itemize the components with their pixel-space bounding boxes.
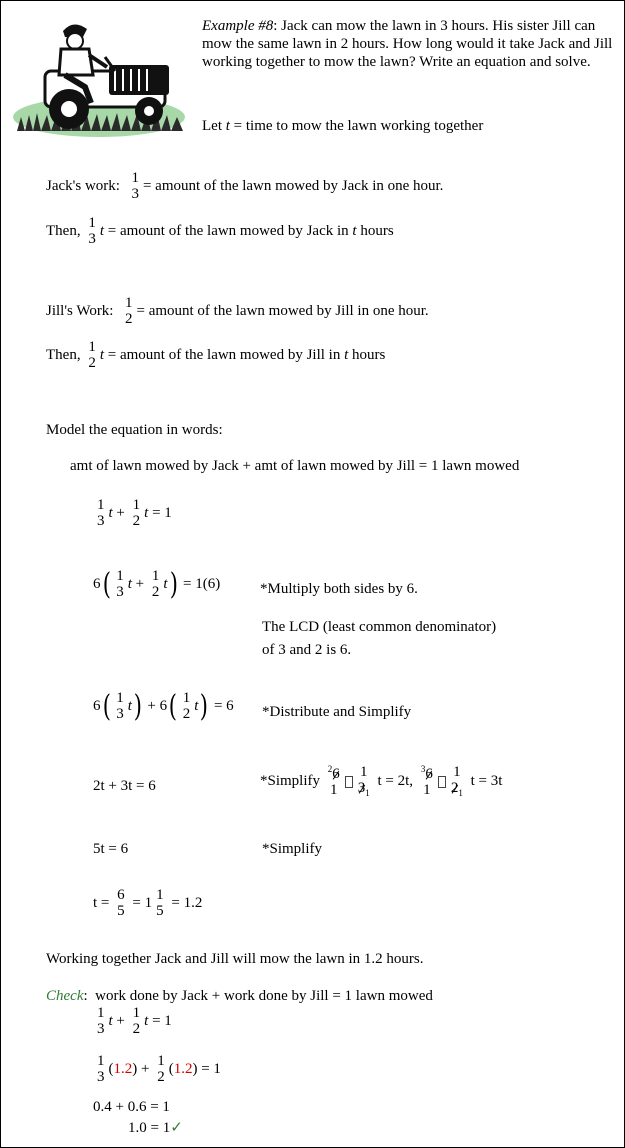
check-text: work done by Jack + work done by Jill = 1 lawn mowed — [95, 988, 433, 1004]
equation-solution: t = 6 5 = 1 1 5 = 1.2 — [93, 887, 203, 919]
model-words: amt of lawn mowed by Jack + amt of lawn mowed by Jill = 1 lawn mowed — [70, 458, 520, 474]
conclusion: Working together Jack and Jill will mow the lawn in 1.2 hours. — [46, 951, 424, 967]
simplify-note-2: *Simplify — [262, 841, 323, 857]
check-label: Check — [46, 988, 84, 1004]
checkmark-icon: ✓ — [170, 1120, 183, 1136]
jack-rate-fraction: 1 3 — [131, 170, 139, 202]
simplify-work: *Simplify $^2$6 1 1 $3_1$ t = 2t, $^3$6 1 1 $2_1$ t = 3t — [260, 764, 503, 798]
jack-work-label: Jack's work: — [46, 178, 120, 195]
jack-then-fraction: 1 3 — [88, 215, 96, 247]
jill-rate-fraction: 1 2 — [124, 295, 133, 327]
equation-5t: 5t = 6 — [93, 841, 129, 857]
let-variable: t — [225, 118, 230, 134]
jill-then-desc: = amount of the lawn mowed by Jill in — [107, 347, 341, 364]
check-equation-3: 0.4 + 0.6 = 1 — [93, 1099, 170, 1115]
jill-then-label: Then, — [46, 347, 81, 364]
problem-text: Jack can mow the lawn in 3 hours. His sister Jill can mow the same lawn in 2 hours. How long would it take Jack and Jill working together to mow the lawn? Write an equation and solve. — [202, 18, 613, 70]
check-line: Check: work done by Jack + work done by Jill = 1 lawn mowed — [46, 988, 433, 1004]
jill-work-label: Jill's Work: — [46, 303, 114, 320]
equation-1: 1 3 t + 1 2 t = 1 — [97, 497, 172, 529]
check-equation-4: 1.0 = 1✓ — [128, 1120, 183, 1136]
jill-then-fraction: 1 2 — [88, 339, 96, 371]
multiply-note: *Multiply both sides by 6. — [260, 581, 418, 597]
jill-work-line — [46, 296, 429, 328]
equation-distribute: 6( 1 3 t) + 6( 1 2 t) = 6 — [93, 688, 234, 724]
example-label: Example #8 — [202, 18, 274, 34]
let-definition: = time to mow the lawn working together — [233, 118, 484, 134]
jack-then-label: Then, — [46, 223, 81, 240]
equation-multiply: 6( 1 3 t + 1 2 t) = 1(6) — [93, 566, 221, 602]
lawn-mower-icon — [7, 11, 197, 141]
model-heading: Model the equation in words: — [46, 422, 223, 438]
check-equation-2: 1 3 (1.2) + 1 2 (1.2) = 1 — [97, 1053, 221, 1085]
jack-rate-desc: = amount of the lawn mowed by Jack in one hour. — [142, 178, 444, 195]
jack-work-line — [46, 171, 443, 203]
distribute-note: *Distribute and Simplify — [262, 704, 412, 720]
jack-then-desc: = amount of the lawn mowed by Jack in — [107, 223, 349, 240]
let-prefix: Let — [202, 118, 222, 134]
problem-statement: Example #8: Jack can mow the lawn in 3 hours. His sister Jill can mow the same lawn in 2 hours. How long would it take Jack and Jill working together to mow the lawn? Write an equation and solve. — [202, 18, 613, 70]
lcd-note-2: of 3 and 2 is 6. — [262, 642, 352, 658]
jill-rate-desc: = amount of the lawn mowed by Jill in one hour. — [136, 303, 429, 320]
equation-simplify: 2t + 3t = 6 — [93, 778, 156, 794]
lcd-note-1: The LCD (least common denominator) — [262, 619, 497, 635]
let-statement — [202, 118, 483, 135]
check-equation-1: 1 3 t + 1 2 t = 1 — [97, 1005, 172, 1037]
jack-then-line: Then, 1 3 t = amount of the lawn mowed by Jack in t hours — [46, 215, 394, 247]
jill-then-line: Then, 1 2 t = amount of the lawn mowed by Jill in t hours — [46, 339, 386, 371]
